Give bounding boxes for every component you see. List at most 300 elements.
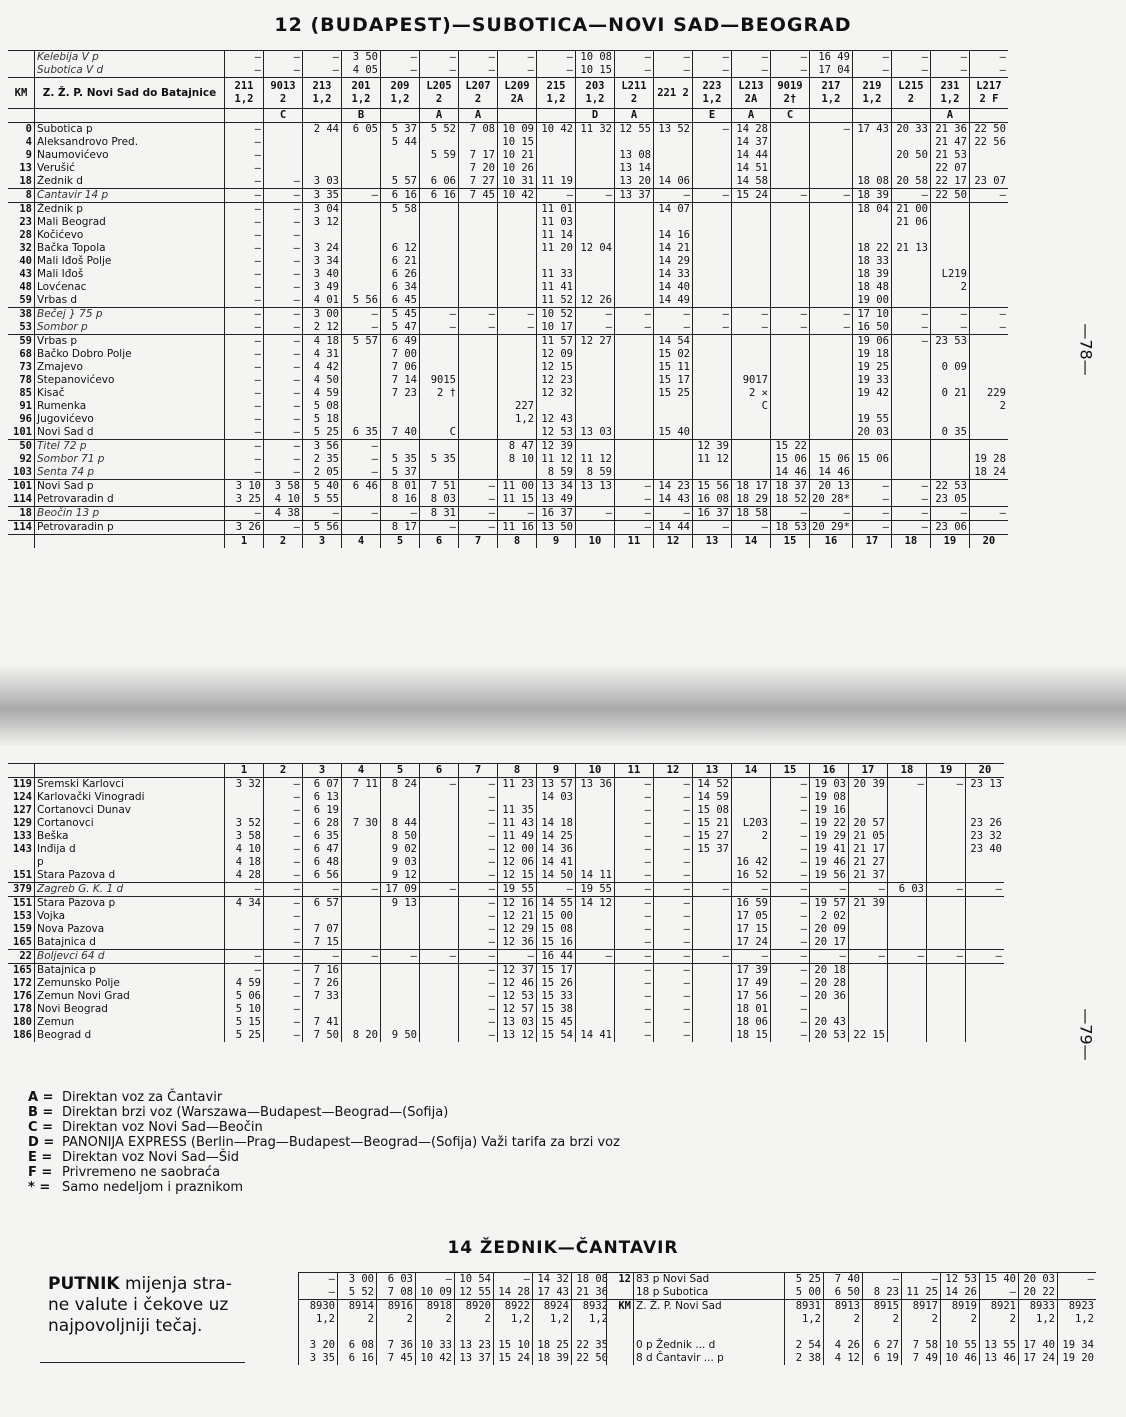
- time-cell: [930, 229, 969, 242]
- time-cell: [930, 400, 969, 413]
- km-cell: 101: [13, 426, 32, 438]
- station-name: Lovćenac: [35, 281, 225, 294]
- time-cell: [537, 255, 576, 268]
- table-row: [8, 480, 1008, 494]
- time-cell: —: [615, 977, 654, 990]
- time-cell: 6 19: [303, 804, 342, 817]
- time-cell: —: [966, 883, 1005, 897]
- time-cell: [771, 136, 810, 149]
- legend-item: [28, 1120, 620, 1135]
- time-cell: 19 29: [810, 830, 849, 843]
- time-cell: [459, 294, 498, 308]
- time-cell: —: [891, 521, 930, 535]
- train-note: A: [459, 109, 498, 123]
- time-cell: [693, 400, 732, 413]
- time-cell: [693, 869, 732, 883]
- time-cell: [420, 843, 459, 856]
- time-cell: 3 32: [225, 778, 264, 792]
- time-cell: —: [342, 507, 381, 521]
- time-cell: [810, 1003, 849, 1016]
- time-cell: —: [225, 268, 264, 281]
- time-cell: C: [420, 426, 459, 440]
- time-cell: 14 59: [693, 791, 732, 804]
- timetable-14-left: [298, 1272, 610, 1365]
- time-cell: —: [225, 203, 264, 217]
- time-cell: [693, 1029, 732, 1042]
- time-cell: —: [264, 255, 303, 268]
- table-row: [8, 203, 1008, 217]
- station-name: Sremski Karlovci: [35, 778, 225, 792]
- time-cell: —: [299, 1286, 338, 1300]
- time-cell: 15 40: [980, 1273, 1019, 1287]
- table-row: [299, 1273, 611, 1287]
- table-row: [8, 910, 1004, 923]
- km-cell: 13: [19, 162, 32, 174]
- time-cell: —: [420, 883, 459, 897]
- time-cell: —: [654, 778, 693, 792]
- time-cell: [966, 936, 1005, 950]
- km-cell: [607, 1286, 634, 1300]
- time-cell: [654, 400, 693, 413]
- time-cell: [615, 413, 654, 426]
- time-cell: [576, 348, 615, 361]
- time-cell: [891, 348, 930, 361]
- km-cell: 159: [13, 923, 32, 935]
- time-cell: 3 34: [303, 255, 342, 268]
- putnik-advert: [48, 1274, 258, 1337]
- time-cell: [342, 400, 381, 413]
- time-cell: 11 00: [498, 480, 537, 494]
- time-cell: —: [888, 950, 927, 964]
- time-cell: 8 10: [498, 453, 537, 466]
- time-cell: [732, 348, 771, 361]
- time-cell: [498, 387, 537, 400]
- time-cell: [732, 466, 771, 480]
- time-cell: —: [225, 387, 264, 400]
- time-cell: [420, 229, 459, 242]
- time-cell: 3 24: [303, 242, 342, 255]
- column-index: 11: [615, 764, 654, 778]
- time-cell: [693, 335, 732, 349]
- time-cell: —: [576, 321, 615, 335]
- time-cell: 13 03: [576, 426, 615, 440]
- time-cell: [381, 229, 420, 242]
- time-cell: [615, 242, 654, 255]
- time-cell: 17 24: [1019, 1352, 1058, 1365]
- time-cell: 9 03: [381, 856, 420, 869]
- time-cell: —: [969, 507, 1008, 521]
- time-cell: [732, 791, 771, 804]
- time-cell: —: [459, 791, 498, 804]
- train-note: A: [930, 109, 969, 123]
- time-cell: —: [225, 335, 264, 349]
- time-cell: —: [264, 964, 303, 978]
- train-note: [303, 109, 342, 123]
- time-cell: —: [966, 950, 1005, 964]
- time-cell: [891, 281, 930, 294]
- advert-line3: najpovoljniji tečaj.: [48, 1316, 203, 1336]
- time-cell: —: [264, 268, 303, 281]
- km-cell: 18: [8, 203, 35, 217]
- time-cell: 17 10: [852, 308, 891, 322]
- time-cell: [615, 268, 654, 281]
- time-cell: 3 35: [303, 189, 342, 203]
- time-cell: 3 20: [299, 1339, 338, 1352]
- table-row: [785, 1286, 1097, 1300]
- time-cell: 3 50: [342, 51, 381, 65]
- station-name: Petrovaradin p: [35, 521, 225, 535]
- time-cell: 7 20: [459, 162, 498, 175]
- time-cell: 5 37: [381, 466, 420, 480]
- time-cell: —: [654, 830, 693, 843]
- km-cell: 172: [13, 977, 32, 989]
- time-cell: [459, 387, 498, 400]
- time-cell: —: [771, 977, 810, 990]
- station-name: Petrovaradin d: [35, 493, 225, 507]
- time-cell: [810, 255, 853, 268]
- train-note: C: [264, 109, 303, 123]
- time-cell: 6 03: [377, 1273, 416, 1287]
- column-index: 14: [732, 764, 771, 778]
- time-cell: [537, 400, 576, 413]
- time-cell: [303, 910, 342, 923]
- time-cell: [771, 162, 810, 175]
- time-cell: [576, 255, 615, 268]
- time-cell: [420, 830, 459, 843]
- time-cell: 5 56: [342, 294, 381, 308]
- time-cell: [693, 910, 732, 923]
- time-cell: —: [615, 936, 654, 950]
- time-cell: [966, 923, 1005, 936]
- time-cell: [849, 804, 888, 817]
- table-row: [8, 936, 1004, 950]
- timetable-14-right: [784, 1272, 1096, 1365]
- time-cell: 17 39: [732, 964, 771, 978]
- time-cell: [927, 936, 966, 950]
- time-cell: 8919: [941, 1300, 980, 1314]
- time-cell: 8922: [494, 1300, 533, 1314]
- time-cell: [693, 964, 732, 978]
- station-name: Sombor 71 p: [35, 453, 225, 466]
- time-cell: —: [264, 175, 303, 189]
- time-cell: —: [615, 843, 654, 856]
- time-cell: [225, 791, 264, 804]
- km-cell: 129: [13, 817, 32, 829]
- time-cell: —: [459, 308, 498, 322]
- time-cell: —: [930, 64, 969, 78]
- station-name: Čortanovci Dunav: [35, 804, 225, 817]
- time-cell: 16 37: [537, 507, 576, 521]
- time-cell: —: [693, 64, 732, 78]
- time-cell: [849, 1016, 888, 1029]
- column-index: 17: [852, 535, 891, 549]
- time-cell: [927, 843, 966, 856]
- time-cell: 2: [902, 1313, 941, 1326]
- table-row: [607, 1273, 789, 1287]
- time-cell: [693, 175, 732, 189]
- time-cell: [615, 281, 654, 294]
- time-cell: 15 37: [693, 843, 732, 856]
- time-cell: —: [498, 51, 537, 65]
- time-cell: 12 39: [693, 440, 732, 454]
- time-cell: [498, 229, 537, 242]
- time-cell: —: [654, 936, 693, 950]
- time-cell: —: [342, 950, 381, 964]
- time-cell: [377, 1326, 416, 1339]
- time-cell: 2: [824, 1313, 863, 1326]
- time-cell: [771, 281, 810, 294]
- time-cell: 2: [732, 830, 771, 843]
- time-cell: [498, 216, 537, 229]
- train-number: 9013 2: [264, 78, 303, 109]
- time-cell: —: [732, 64, 771, 78]
- km-cell: 22: [8, 950, 35, 964]
- legend-text: Samo nedeljom i praznikom: [62, 1180, 244, 1195]
- time-cell: [342, 856, 381, 869]
- km-cell: 85: [19, 387, 32, 399]
- train-class-row: [785, 1313, 1097, 1326]
- time-cell: —: [225, 321, 264, 335]
- time-cell: 8920: [455, 1300, 494, 1314]
- time-cell: [615, 294, 654, 308]
- time-cell: [576, 374, 615, 387]
- time-cell: [810, 136, 853, 149]
- time-cell: [459, 136, 498, 149]
- time-cell: [537, 162, 576, 175]
- time-cell: [732, 804, 771, 817]
- time-cell: 9 13: [381, 897, 420, 911]
- time-cell: 20 39: [849, 778, 888, 792]
- time-cell: —: [264, 374, 303, 387]
- time-cell: [420, 136, 459, 149]
- time-cell: —: [771, 189, 810, 203]
- time-cell: —: [225, 440, 264, 454]
- column-index: 17: [849, 764, 888, 778]
- time-cell: [420, 856, 459, 869]
- column-index: 5: [381, 535, 420, 549]
- time-cell: [891, 453, 930, 466]
- time-cell: 8 59: [537, 466, 576, 480]
- time-cell: 3 58: [225, 830, 264, 843]
- time-cell: [930, 440, 969, 454]
- timetable-14-middle: [606, 1272, 788, 1365]
- time-cell: 6 06: [420, 175, 459, 189]
- station-name: Naumovićevo: [35, 149, 225, 162]
- time-cell: —: [615, 1016, 654, 1029]
- station-name: Stepanovićevo: [35, 374, 225, 387]
- time-cell: [498, 281, 537, 294]
- time-cell: [888, 1029, 927, 1042]
- time-cell: [420, 255, 459, 268]
- time-cell: 18 37: [771, 480, 810, 494]
- time-cell: [810, 149, 853, 162]
- time-cell: [930, 255, 969, 268]
- time-cell: 6 47: [303, 843, 342, 856]
- time-cell: 11 23: [498, 778, 537, 792]
- table-row: [8, 413, 1008, 426]
- time-cell: 22 17: [930, 175, 969, 189]
- time-cell: [927, 977, 966, 990]
- table-row: [8, 804, 1004, 817]
- time-cell: [693, 466, 732, 480]
- time-cell: [771, 203, 810, 217]
- station-name: Žednik p: [35, 203, 225, 217]
- time-cell: —: [459, 778, 498, 792]
- time-cell: —: [303, 51, 342, 65]
- time-cell: —: [459, 507, 498, 521]
- column-index-row: [8, 535, 1008, 549]
- time-cell: —: [537, 189, 576, 203]
- time-cell: [693, 242, 732, 255]
- column-index: 5: [381, 764, 420, 778]
- time-cell: [891, 162, 930, 175]
- time-cell: 9015: [420, 374, 459, 387]
- km-cell: 101: [8, 480, 35, 494]
- column-index: 4: [342, 535, 381, 549]
- time-cell: —: [264, 51, 303, 65]
- time-cell: 8 31: [420, 507, 459, 521]
- time-cell: —: [732, 321, 771, 335]
- time-cell: 17 40: [1019, 1339, 1058, 1352]
- time-cell: [891, 268, 930, 281]
- km-cell: 178: [13, 1003, 32, 1015]
- time-cell: 5 58: [381, 203, 420, 217]
- time-cell: 4 12: [824, 1352, 863, 1365]
- time-cell: 18 48: [852, 281, 891, 294]
- time-cell: [969, 149, 1008, 162]
- time-cell: —: [225, 64, 264, 78]
- time-cell: 7 41: [303, 1016, 342, 1029]
- time-cell: 14 25: [537, 830, 576, 843]
- time-cell: —: [615, 950, 654, 964]
- time-cell: [342, 1016, 381, 1029]
- time-cell: 20 33: [891, 123, 930, 137]
- time-cell: [927, 804, 966, 817]
- time-cell: 11 49: [498, 830, 537, 843]
- time-cell: —: [459, 521, 498, 535]
- table-row: [607, 1313, 789, 1326]
- time-cell: —: [615, 830, 654, 843]
- time-cell: [459, 453, 498, 466]
- km-cell: 40: [19, 255, 32, 267]
- time-cell: 10 46: [941, 1352, 980, 1365]
- time-cell: —: [1058, 1273, 1097, 1287]
- time-cell: 12 43: [537, 413, 576, 426]
- time-cell: —: [930, 321, 969, 335]
- time-cell: 7 14: [381, 374, 420, 387]
- time-cell: 18 53: [771, 521, 810, 535]
- time-cell: 14 52: [693, 778, 732, 792]
- time-cell: 12 36: [498, 936, 537, 950]
- time-cell: [498, 203, 537, 217]
- time-cell: 15 40: [654, 426, 693, 440]
- train-number: 203 1,2: [576, 78, 615, 109]
- column-index: 15: [771, 764, 810, 778]
- time-cell: 12 15: [498, 869, 537, 883]
- time-cell: 1,2: [498, 413, 537, 426]
- time-cell: [381, 149, 420, 162]
- time-cell: 20 09: [810, 923, 849, 936]
- time-cell: [264, 162, 303, 175]
- time-cell: —: [654, 507, 693, 521]
- time-cell: —: [225, 216, 264, 229]
- train-number: 221 2: [654, 78, 693, 109]
- time-cell: 13 13: [576, 480, 615, 494]
- time-cell: L203: [732, 817, 771, 830]
- time-cell: 7 26: [303, 977, 342, 990]
- time-cell: 22 56: [969, 136, 1008, 149]
- time-cell: [888, 977, 927, 990]
- km-cell: 9: [25, 149, 32, 161]
- time-cell: 4 10: [225, 843, 264, 856]
- time-cell: [654, 149, 693, 162]
- time-cell: —: [264, 453, 303, 466]
- time-cell: [771, 268, 810, 281]
- time-cell: [732, 413, 771, 426]
- time-cell: [891, 387, 930, 400]
- time-cell: —: [264, 923, 303, 936]
- time-cell: 8918: [416, 1300, 455, 1314]
- table-row: [8, 348, 1008, 361]
- time-cell: [693, 1003, 732, 1016]
- station-name: Beška: [35, 830, 225, 843]
- table-row: [8, 216, 1008, 229]
- time-cell: 14 29: [654, 255, 693, 268]
- time-cell: [852, 440, 891, 454]
- time-cell: —: [615, 1003, 654, 1016]
- time-cell: —: [459, 1003, 498, 1016]
- time-cell: 13 34: [537, 480, 576, 494]
- time-cell: [533, 1326, 572, 1339]
- table-row: [8, 229, 1008, 242]
- time-cell: [863, 1326, 902, 1339]
- time-cell: 15 27: [693, 830, 732, 843]
- time-cell: 13 55: [980, 1339, 1019, 1352]
- time-cell: [771, 348, 810, 361]
- time-cell: [615, 387, 654, 400]
- time-cell: [732, 843, 771, 856]
- time-cell: [785, 1326, 824, 1339]
- time-cell: [576, 281, 615, 294]
- column-index: 18: [888, 764, 927, 778]
- time-cell: 8923: [1058, 1300, 1097, 1314]
- time-cell: —: [576, 507, 615, 521]
- time-cell: 12 00: [498, 843, 537, 856]
- time-cell: —: [771, 830, 810, 843]
- legend-key: D =: [28, 1135, 55, 1150]
- station-name: Vojka: [35, 910, 225, 923]
- advert-line2: ne valute i čekove uz: [48, 1295, 229, 1315]
- time-cell: —: [771, 950, 810, 964]
- km-cell: 103: [13, 466, 32, 478]
- table-row: [8, 64, 1008, 78]
- time-cell: [615, 453, 654, 466]
- time-cell: 21 05: [849, 830, 888, 843]
- time-cell: —: [264, 426, 303, 440]
- time-cell: 7 45: [377, 1352, 416, 1365]
- table-row: [299, 1286, 611, 1300]
- time-cell: [576, 843, 615, 856]
- time-cell: —: [225, 308, 264, 322]
- time-cell: —: [225, 361, 264, 374]
- station-name: Zemun Novi Grad: [35, 990, 225, 1003]
- station-name: Titel 72 p: [35, 440, 225, 454]
- time-cell: [576, 175, 615, 189]
- time-cell: [576, 936, 615, 950]
- time-cell: 8 24: [381, 778, 420, 792]
- time-cell: 8933: [1019, 1300, 1058, 1314]
- time-cell: 15 10: [494, 1339, 533, 1352]
